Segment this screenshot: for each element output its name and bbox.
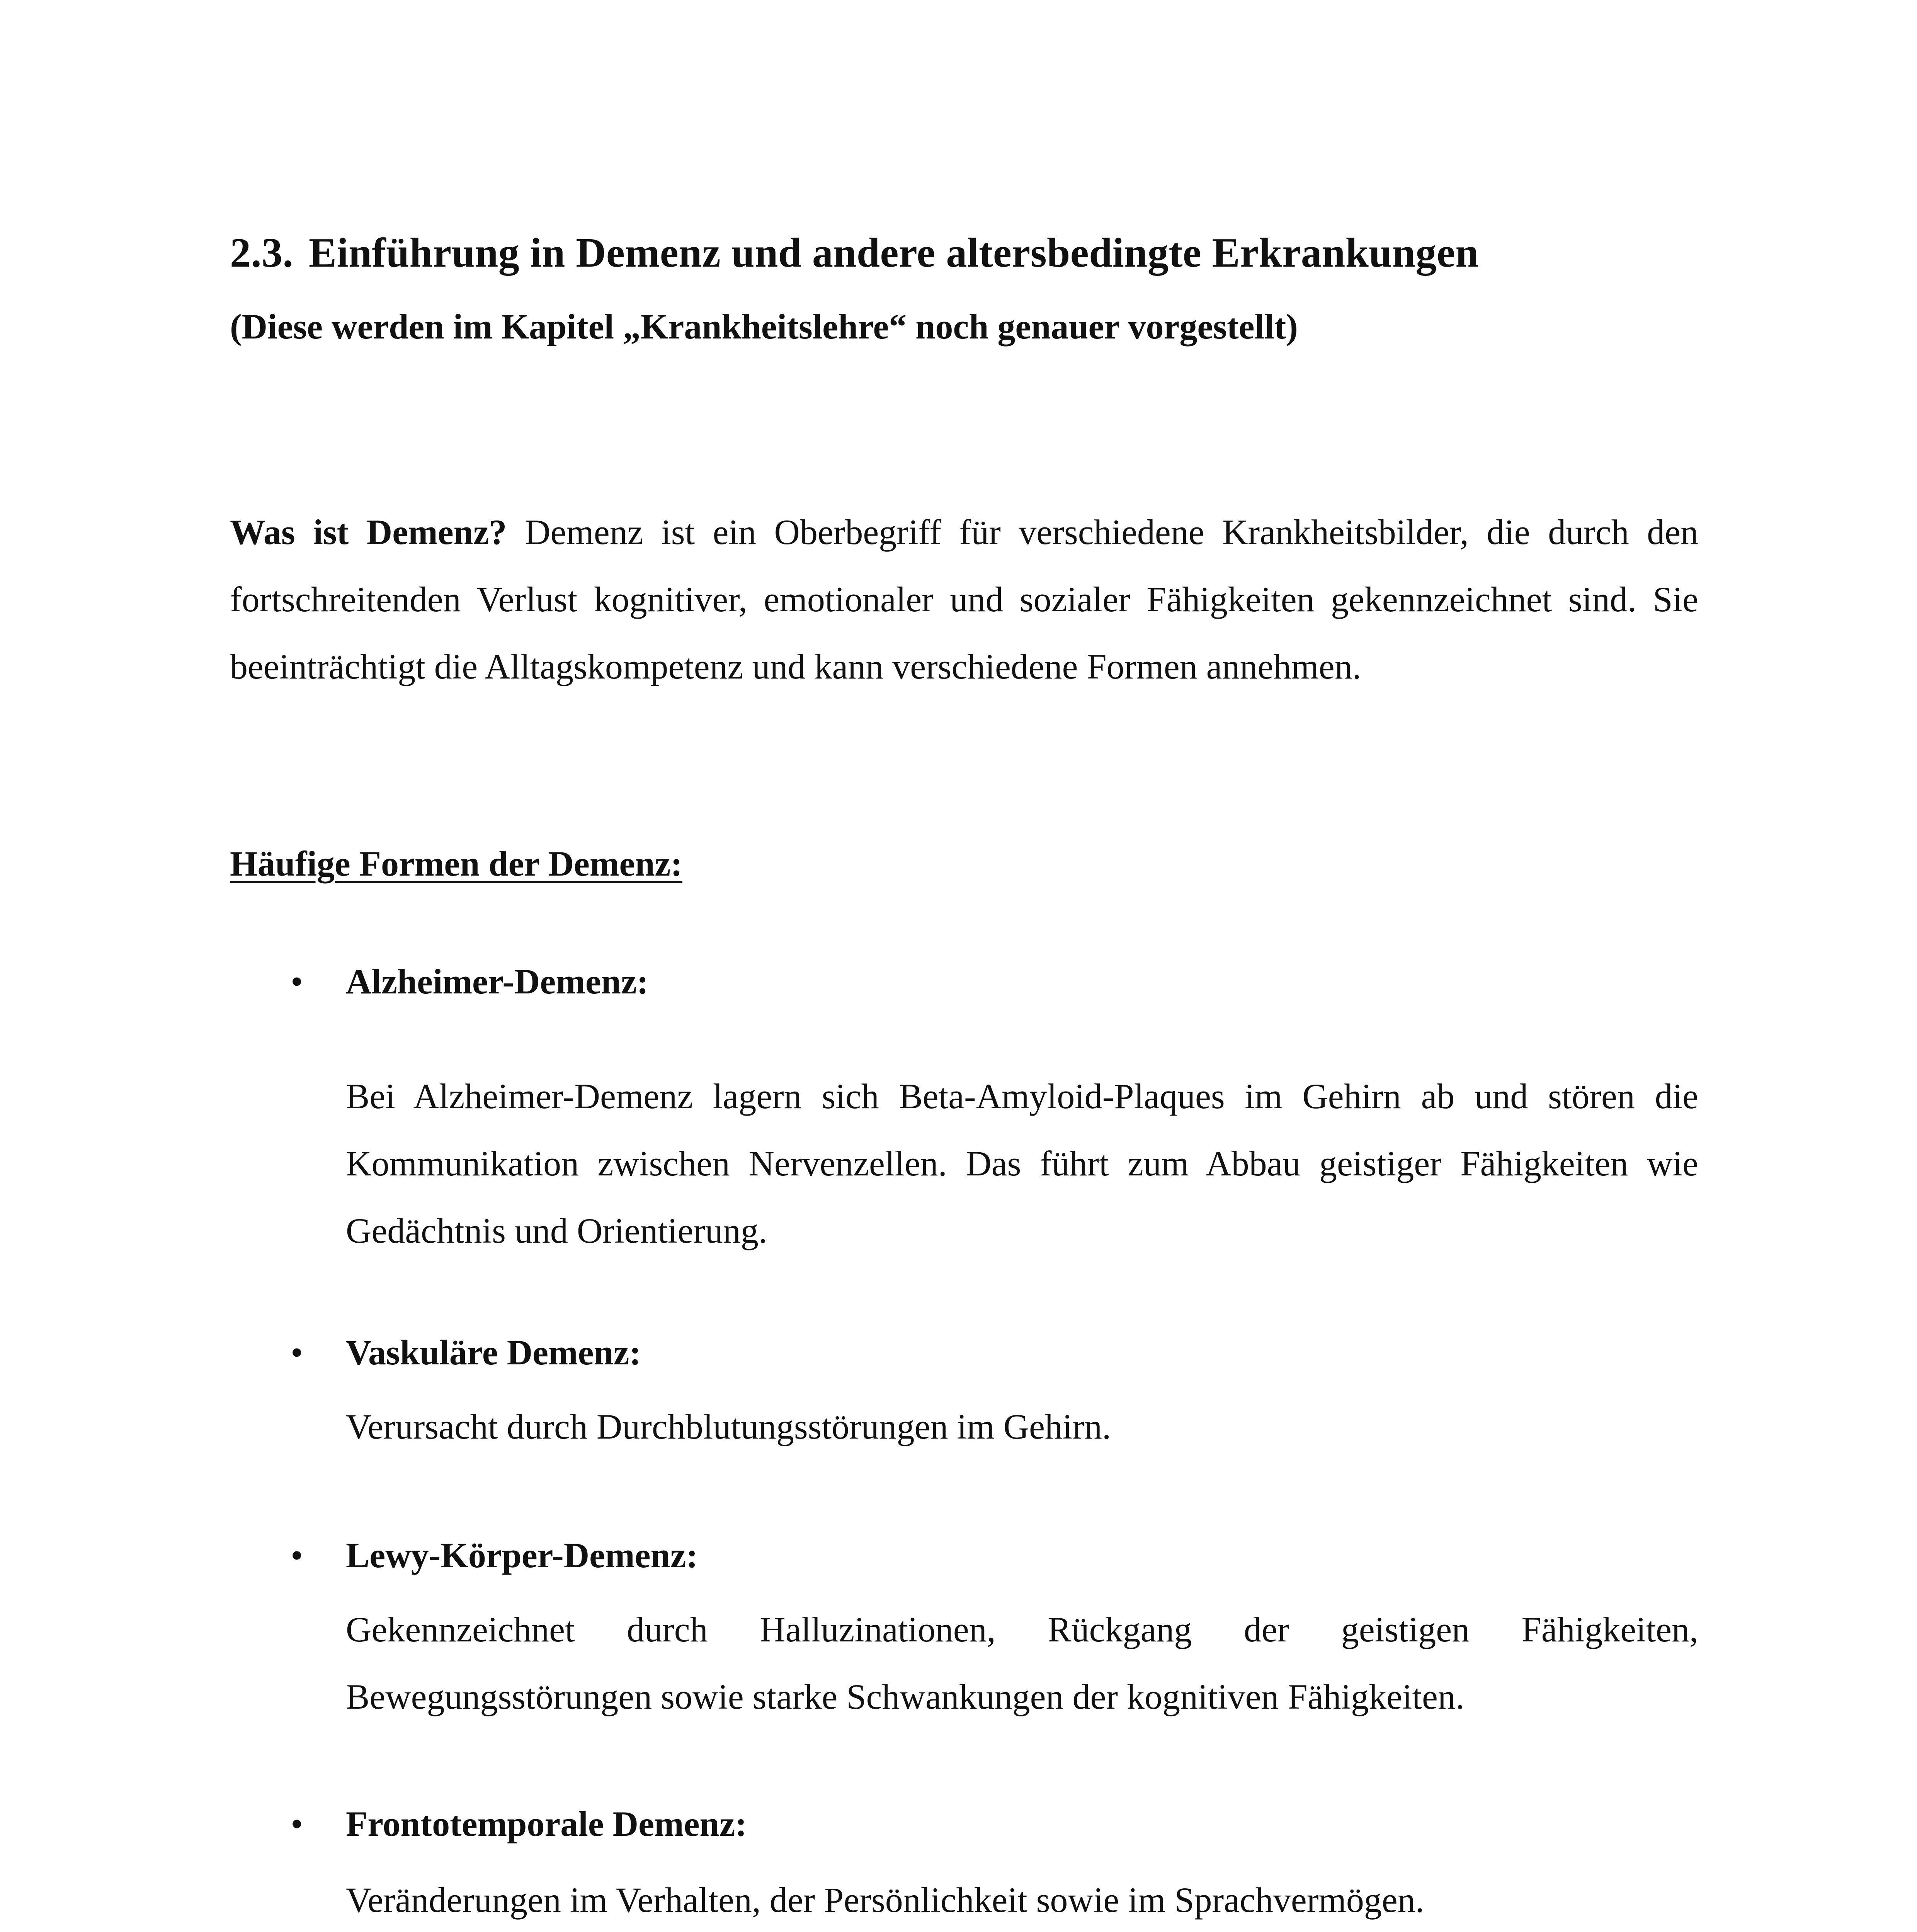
form-text-vaskulaer: Verursacht durch Durchblutungsstörungen im Gehirn.: [346, 1407, 1111, 1446]
form-title-frontotemporal: Frontotemporale Demenz:: [346, 1804, 747, 1844]
bullet-marker: •: [291, 1804, 303, 1844]
intro-text: Demenz ist ein Oberbegriff für verschiedene Krankheitsbilder, die durch den fortschreitenden Verlust kognitiver, emotionaler und sozialer Fähigkeiten gekennzeichnet sind. Sie beeinträchtigt die Alltagskompetenz und kann verschiedene Formen annehmen.: [230, 512, 1699, 686]
section-number: 2.3.: [230, 230, 293, 276]
bullet-marker: •: [291, 1333, 303, 1372]
bullet-marker: •: [291, 1536, 303, 1575]
form-text-lewy: Gekennzeichnet durch Halluzinationen, Rückgang der geistigen Fähigkeiten, Bewegungsstörungen sowie starke Schwankungen der kognitiven Fähigkeiten.: [346, 1610, 1698, 1716]
forms-heading: Häufige Formen der Demenz:: [230, 844, 682, 883]
intro-paragraph: [230, 498, 1698, 700]
form-text-frontotemporal: Veränderungen im Verhalten, der Persönlichkeit sowie im Sprachvermögen.: [346, 1880, 1424, 1920]
section-subtitle: (Diese werden im Kapitel „Krankheitslehre“ noch genauer vorgestellt): [230, 307, 1298, 346]
form-title-lewy: Lewy-Körper-Demenz:: [346, 1536, 698, 1575]
intro-lead: Was ist Demenz?: [230, 512, 507, 552]
form-title-alzheimer: Alzheimer-Demenz:: [346, 962, 649, 1001]
form-title-vaskulaer: Vaskuläre Demenz:: [346, 1333, 641, 1372]
form-text-alzheimer: Bei Alzheimer-Demenz lagern sich Beta-Amyloid-Plaques im Gehirn ab und stören die Kommunikation zwischen Nervenzellen. Das führt zum Abbau geistiger Fähigkeiten wie Gedächtnis und Orientierung.: [346, 1077, 1698, 1250]
bullet-marker: •: [291, 962, 303, 1001]
section-heading: [230, 226, 1479, 280]
section-title: Einführung in Demenz und andere altersbedingte Erkrankungen: [309, 230, 1479, 276]
